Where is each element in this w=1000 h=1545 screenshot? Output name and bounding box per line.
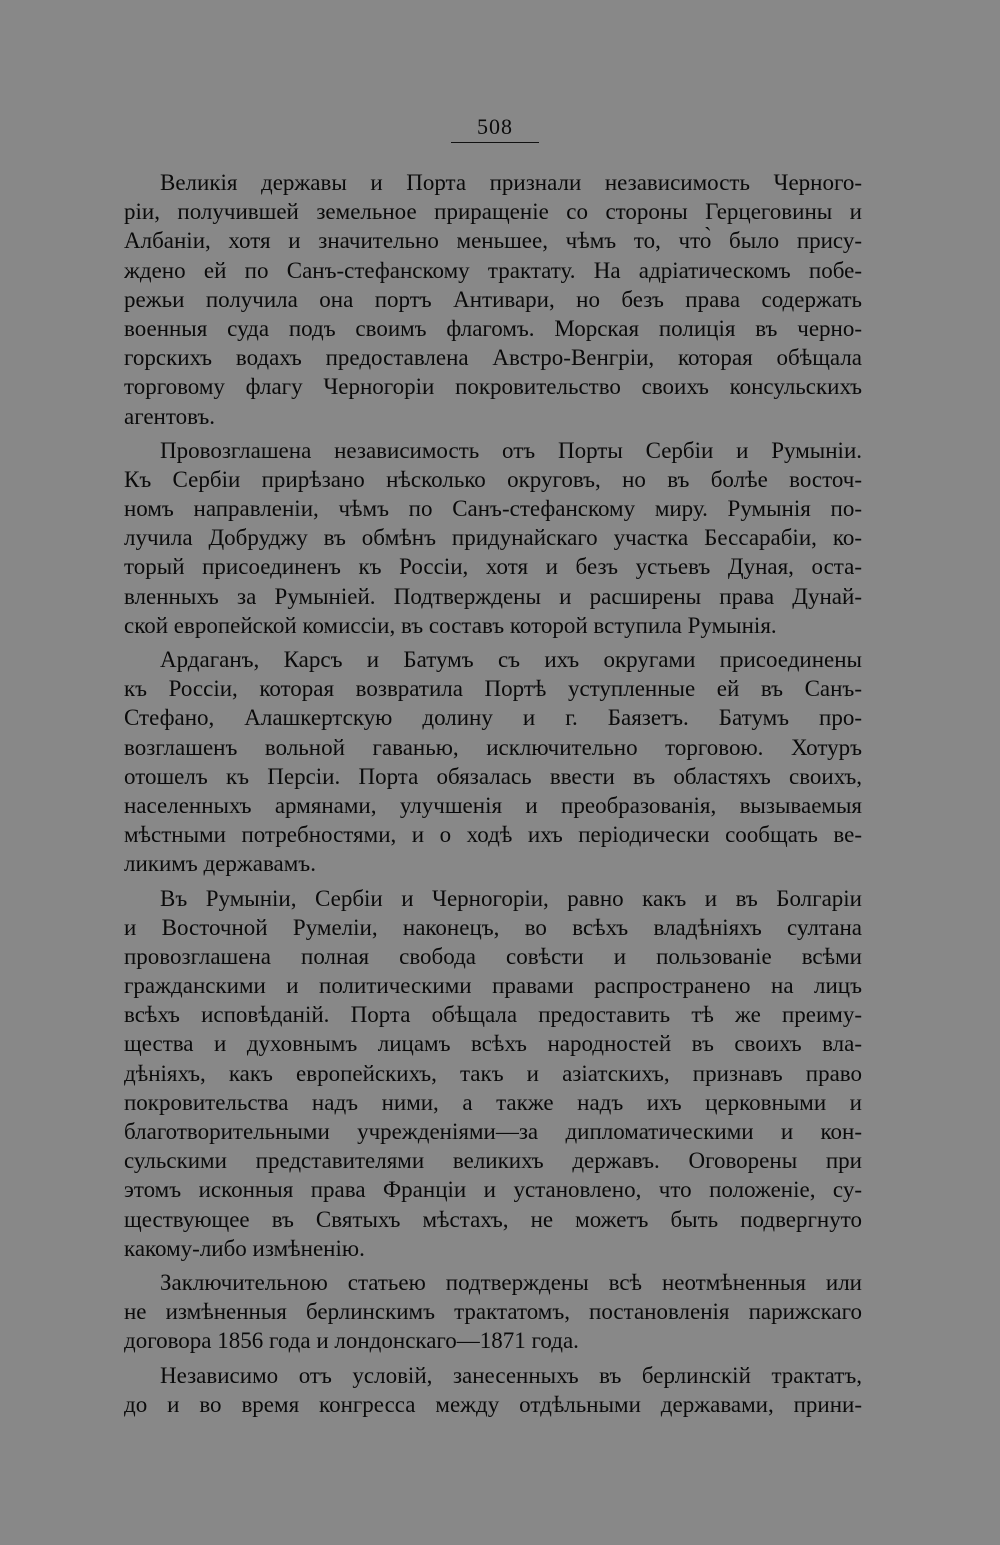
text-line: Провозглашена независимость отъ Порты Сербіи и Румыніи.	[160, 437, 862, 463]
text-line: Ардаганъ, Карсъ и Батумъ съ ихъ округами присоединены	[160, 647, 862, 672]
text-line: возглашенъ вольной гаванью, исключительно торговою. Хотуръ	[124, 734, 862, 760]
text-line: этомъ исконныя права Франціи и установлено, что положеніе, су-	[124, 1177, 862, 1203]
text-line: Въ Румыніи, Сербіи и Черногоріи, равно какъ и въ Болгаріи	[160, 885, 862, 911]
text-line: благотворительными учрежденіями—за дипломатическими и кон-	[124, 1119, 862, 1144]
text-line: Независимо отъ условій, занесенныхъ въ берлинскій трактатъ,	[160, 1362, 862, 1388]
text-line: агентовъ.	[124, 403, 216, 429]
text-line: Къ Сербіи прирѣзано нѣсколько округовъ, но въ болѣе восточ-	[124, 466, 862, 492]
text-line: отошелъ къ Персіи. Порта обязалась ввести въ областяхъ своихъ,	[124, 763, 862, 789]
text-line: торый присоединенъ къ Россіи, хотя и безъ устьевъ Дуная, оста-	[124, 554, 862, 580]
text-line: всѣхъ исповѣданій. Порта обѣщала предоставить тѣ же преиму-	[124, 1002, 862, 1028]
paragraph	[124, 1361, 862, 1419]
text-line: покровительства надъ ними, а также надъ ихъ церковными и	[124, 1089, 862, 1115]
text-line: ской европейской комиссіи, въ составъ которой вступила Румынія.	[124, 612, 777, 638]
text-line: договора 1856 года и лондонскаго—1871 года.	[124, 1328, 579, 1354]
text-line: ріи, получившей земельное приращеніе со стороны Герцеговины и	[124, 199, 862, 225]
text-line: къ Россіи, которая возвратила Портѣ уступленные ей въ Санъ-	[124, 676, 862, 702]
text-line: ждено ей по Санъ-стефанскому трактату. На адріатическомъ побе-	[124, 257, 862, 283]
text-line: номъ направленіи, чѣмъ по Санъ-стефанскому миру. Румынія по-	[124, 496, 862, 522]
paragraph	[124, 436, 862, 640]
text-line: мѣстными потребностями, и о ходѣ ихъ періодически сообщать ве-	[124, 822, 862, 848]
text-line: вленныхъ за Румыніей. Подтверждены и расширены права Дунай-	[124, 583, 862, 609]
text-line: Стефано, Алашкертскую долину и г. Баязетъ. Батумъ про-	[124, 705, 862, 731]
page-number-underline	[451, 142, 539, 143]
page-header	[451, 114, 539, 143]
text-line: щества и духовнымъ лицамъ всѣхъ народностей въ своихъ вла-	[124, 1031, 862, 1057]
text-line: горскихъ водахъ предоставлена Австро-Венгріи, которая обѣщала	[124, 345, 862, 371]
text-line: военныя суда подъ своимъ флагомъ. Морская полиція въ черно-	[124, 315, 862, 341]
text-line: гражданскими и политическими правами распространено на лицъ	[124, 973, 862, 999]
text-line: какому-либо измѣненію.	[124, 1235, 365, 1261]
text-line: режьи получила она портъ Антивари, но безъ права содержать	[124, 286, 862, 312]
text-line: Великія державы и Порта признали независимость Черного-	[160, 170, 862, 195]
text-line: ликимъ державамъ.	[124, 851, 316, 877]
paragraph	[124, 645, 862, 879]
text-line: Албаніи, хотя и значительно меньшее, чѣмъ то, что̀ было прису-	[124, 228, 862, 254]
text-line: населенныхъ армянами, улучшенія и преобразованія, вызываемыя	[124, 792, 862, 818]
body-text	[124, 168, 862, 1424]
text-line: торговому флагу Черногоріи покровительство своихъ консульскихъ	[124, 374, 862, 400]
text-line: провозглашена полная свобода совѣсти и пользованіе всѣми	[124, 943, 862, 969]
text-line: ществующее въ Святыхъ мѣстахъ, не можетъ быть подвергнуто	[124, 1206, 862, 1232]
page-number: 508	[477, 114, 513, 139]
text-line: дѣніяхъ, какъ европейскихъ, такъ и азіатскихъ, признавъ право	[124, 1060, 862, 1086]
text-line: Заключительною статьею подтверждены всѣ неотмѣненныя или	[160, 1269, 862, 1295]
text-line: лучила Добруджу въ обмѣнъ придунайскаго участка Бессарабіи, ко-	[124, 525, 862, 551]
paragraph	[124, 1268, 862, 1356]
text-line: до и во время конгресса между отдѣльными державами, прини-	[124, 1391, 862, 1417]
text-line: и Восточной Румеліи, наконецъ, во всѣхъ владѣніяхъ султана	[124, 914, 862, 940]
text-line: не измѣненныя берлинскимъ трактатомъ, постановленія парижскаго	[124, 1299, 862, 1325]
paragraph	[124, 168, 862, 431]
text-line: сульскими представителями великихъ державъ. Оговорены при	[124, 1148, 862, 1174]
paragraph	[124, 884, 862, 1263]
